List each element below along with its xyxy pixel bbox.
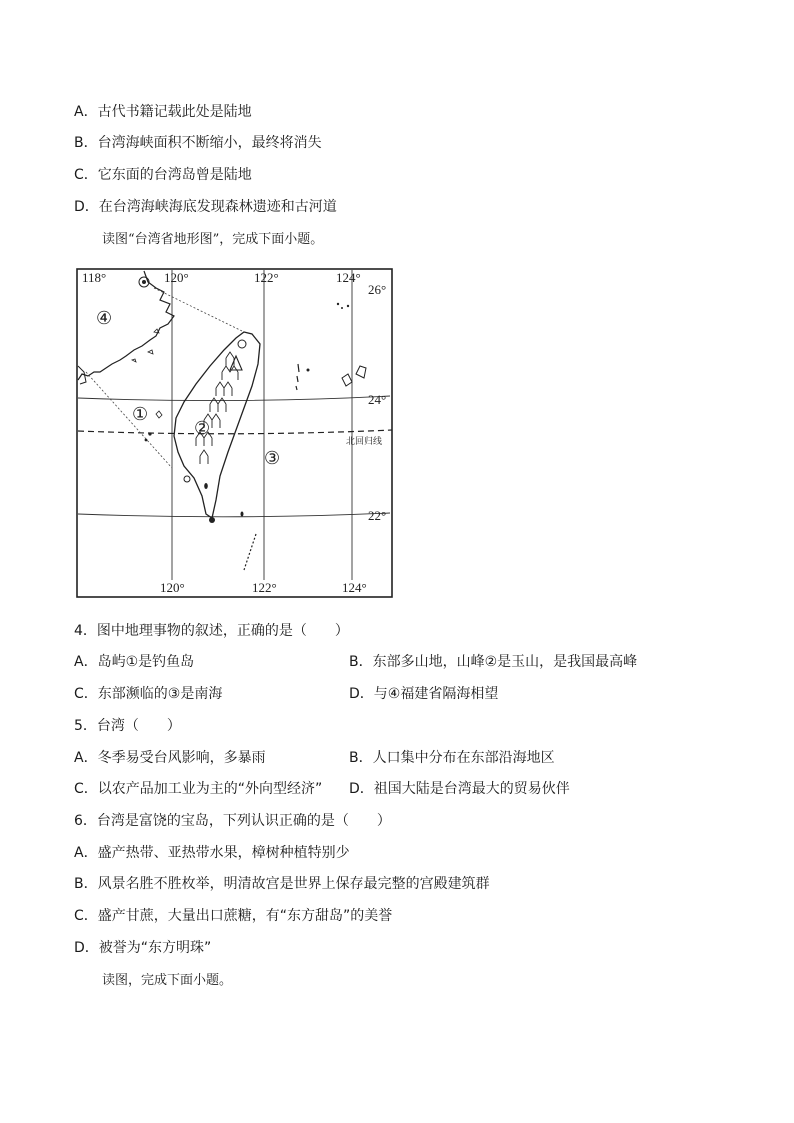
- q4-option-d: D．与④福建省隔海相望: [349, 686, 499, 702]
- lon-label-122-top: 122°: [254, 270, 279, 285]
- q6-option-d: D．被誉为“东方明珠”: [74, 940, 212, 956]
- q6-option-c: C．盛产甘蔗，大量出口蔗糖，有“东方甜岛”的美誉: [74, 908, 393, 924]
- q5-option-d: D．祖国大陆是台湾最大的贸易伙伴: [349, 781, 570, 797]
- prev-option-b: B．台湾海峡面积不断缩小，最终将消失: [74, 135, 322, 151]
- marker-2: ②: [194, 418, 211, 439]
- q5-option-a: A．冬季易受台风影响，多暴雨: [74, 750, 266, 766]
- map-intro: 读图“台湾省地形图”，完成下面小题。: [102, 232, 324, 247]
- lon-label-124-bottom: 124°: [342, 580, 367, 595]
- marker-3: ③: [264, 448, 281, 469]
- prev-option-d: D．在台湾海峡海底发现森林遗迹和古河道: [74, 199, 337, 215]
- southern-tip: [209, 517, 215, 523]
- q6-option-b: B．风景名胜不胜枚举，明清故宫是世界上保存最完整的宫殿建筑群: [74, 876, 490, 892]
- small-island: [204, 483, 208, 489]
- next-intro: 读图，完成下面小题。: [102, 973, 233, 988]
- lat-label-22: 22°: [368, 508, 387, 523]
- prev-option-a: A．古代书籍记载此处是陆地: [74, 104, 252, 120]
- eastern-islet: [307, 369, 310, 372]
- lon-label-122-bottom: 122°: [252, 580, 277, 595]
- green-island: [241, 512, 244, 517]
- q5-option-c: C．以农产品加工业为主的“外向型经济”: [74, 781, 323, 797]
- tropic-label: 北回归线: [346, 437, 383, 447]
- lon-label-124-top: 124°: [336, 270, 361, 285]
- q5-option-b: B．人口集中分布在东部沿海地区: [349, 750, 555, 766]
- q6-option-a: A．盛产热带、亚热带水果，樟树种植特别少: [74, 845, 350, 861]
- city-dot: [142, 280, 146, 284]
- lat-label-26: 26°: [368, 282, 387, 297]
- lon-label-120-bottom: 120°: [160, 580, 185, 595]
- q4-option-a: A．岛屿①是钓鱼岛: [74, 654, 195, 670]
- prev-option-c: C．它东面的台湾岛曾是陆地: [74, 167, 252, 183]
- q5-stem: 5．台湾（ ）: [74, 718, 181, 734]
- taiwan-terrain-map: [76, 268, 394, 600]
- lon-label-118-top: 118°: [82, 270, 107, 285]
- marker-4: ④: [96, 308, 113, 329]
- q4-stem: 4．图中地理事物的叙述，正确的是（ ）: [74, 623, 349, 639]
- q4-option-c: C．东部濒临的③是南海: [74, 686, 223, 702]
- q4-option-b: B．东部多山地，山峰②是玉山，是我国最高峰: [349, 654, 638, 670]
- marker-1: ①: [132, 404, 149, 425]
- q6-stem: 6．台湾是富饶的宝岛，下列认识正确的是（ ）: [74, 813, 391, 829]
- lat-label-24: 24°: [368, 392, 387, 407]
- lon-label-120-top: 120°: [164, 270, 189, 285]
